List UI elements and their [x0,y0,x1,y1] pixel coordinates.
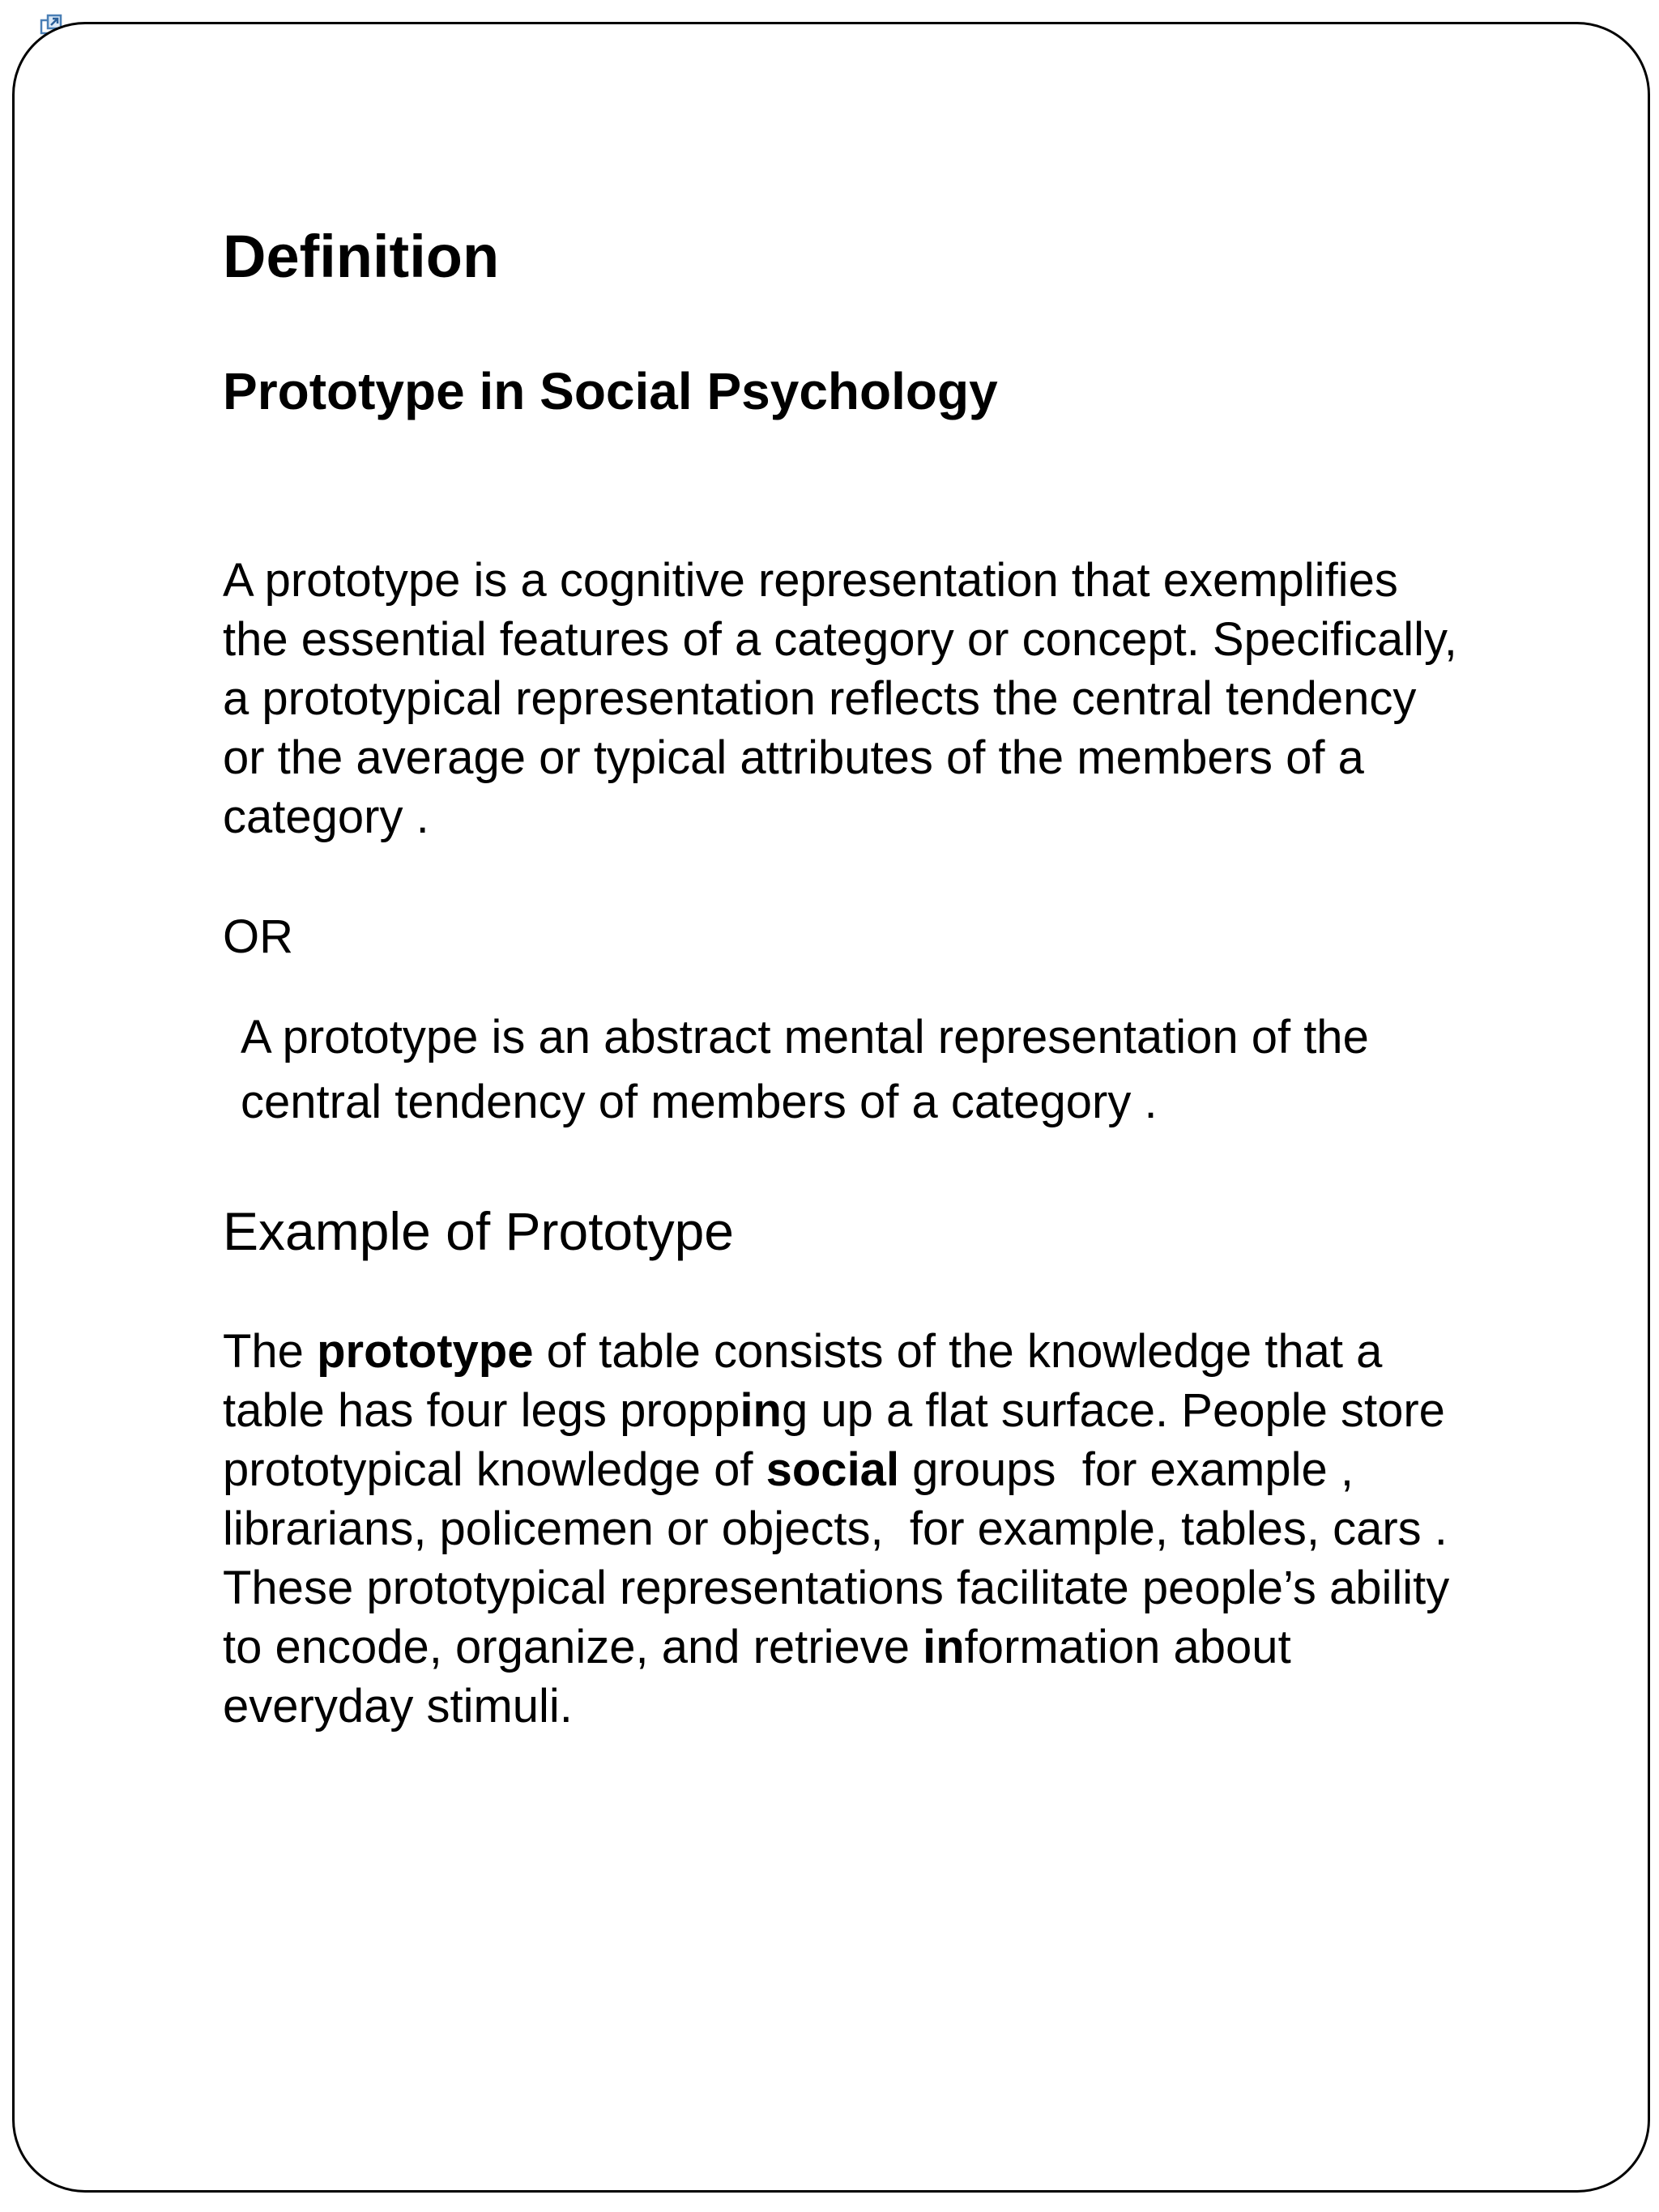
text-run: formation about [964,1621,1291,1673]
slide-subtitle: Prototype in Social Psychology [223,362,998,420]
text-line: a prototypical representation reflects the central tendency [223,672,1417,725]
slide-card [12,22,1650,2193]
text-line: These prototypical representations facilitate people’s ability [223,1562,1450,1614]
text-line: A prototype is a cognitive representation that exemplifies [223,554,1398,607]
text-line: category . [223,791,429,843]
bold-run: in [923,1621,965,1673]
text-line [223,1381,1449,1440]
text-line: or the average or typical attributes of the members of a [223,731,1364,784]
text-line: the essential features of a category or concept. Specifically, [223,613,1457,666]
text-run: prototypical knowledge of [223,1443,766,1496]
text-run: table has four legs propp [223,1384,740,1437]
text-run: to encode, organize, and retrieve [223,1621,923,1673]
example-heading: Example of Prototype [223,1201,734,1261]
text-line: A prototype is an abstract mental representation of the [241,1011,1369,1063]
text-line [223,1322,1449,1381]
text-run: groups for example , [899,1443,1354,1496]
bold-run: social [766,1443,900,1496]
bold-run: prototype [317,1325,534,1378]
text-line: central tendency of members of a category . [241,1076,1158,1128]
definition-paragraph-1 [223,551,1457,846]
text-line [223,1440,1449,1499]
text-line: everyday stimuli. [223,1680,573,1733]
text-run: g up a flat surface. People store [781,1384,1445,1437]
text-line [223,1617,1449,1677]
text-run: The [223,1325,318,1378]
or-separator: OR [223,910,293,963]
definition-paragraph-2 [241,1005,1369,1135]
example-paragraph [223,1322,1449,1736]
bold-run: in [740,1384,782,1437]
slide-title: Definition [223,223,500,290]
text-line: librarians, policemen or objects, for example, tables, cars . [223,1502,1448,1555]
text-run: of table consists of the knowledge that a [533,1325,1383,1378]
